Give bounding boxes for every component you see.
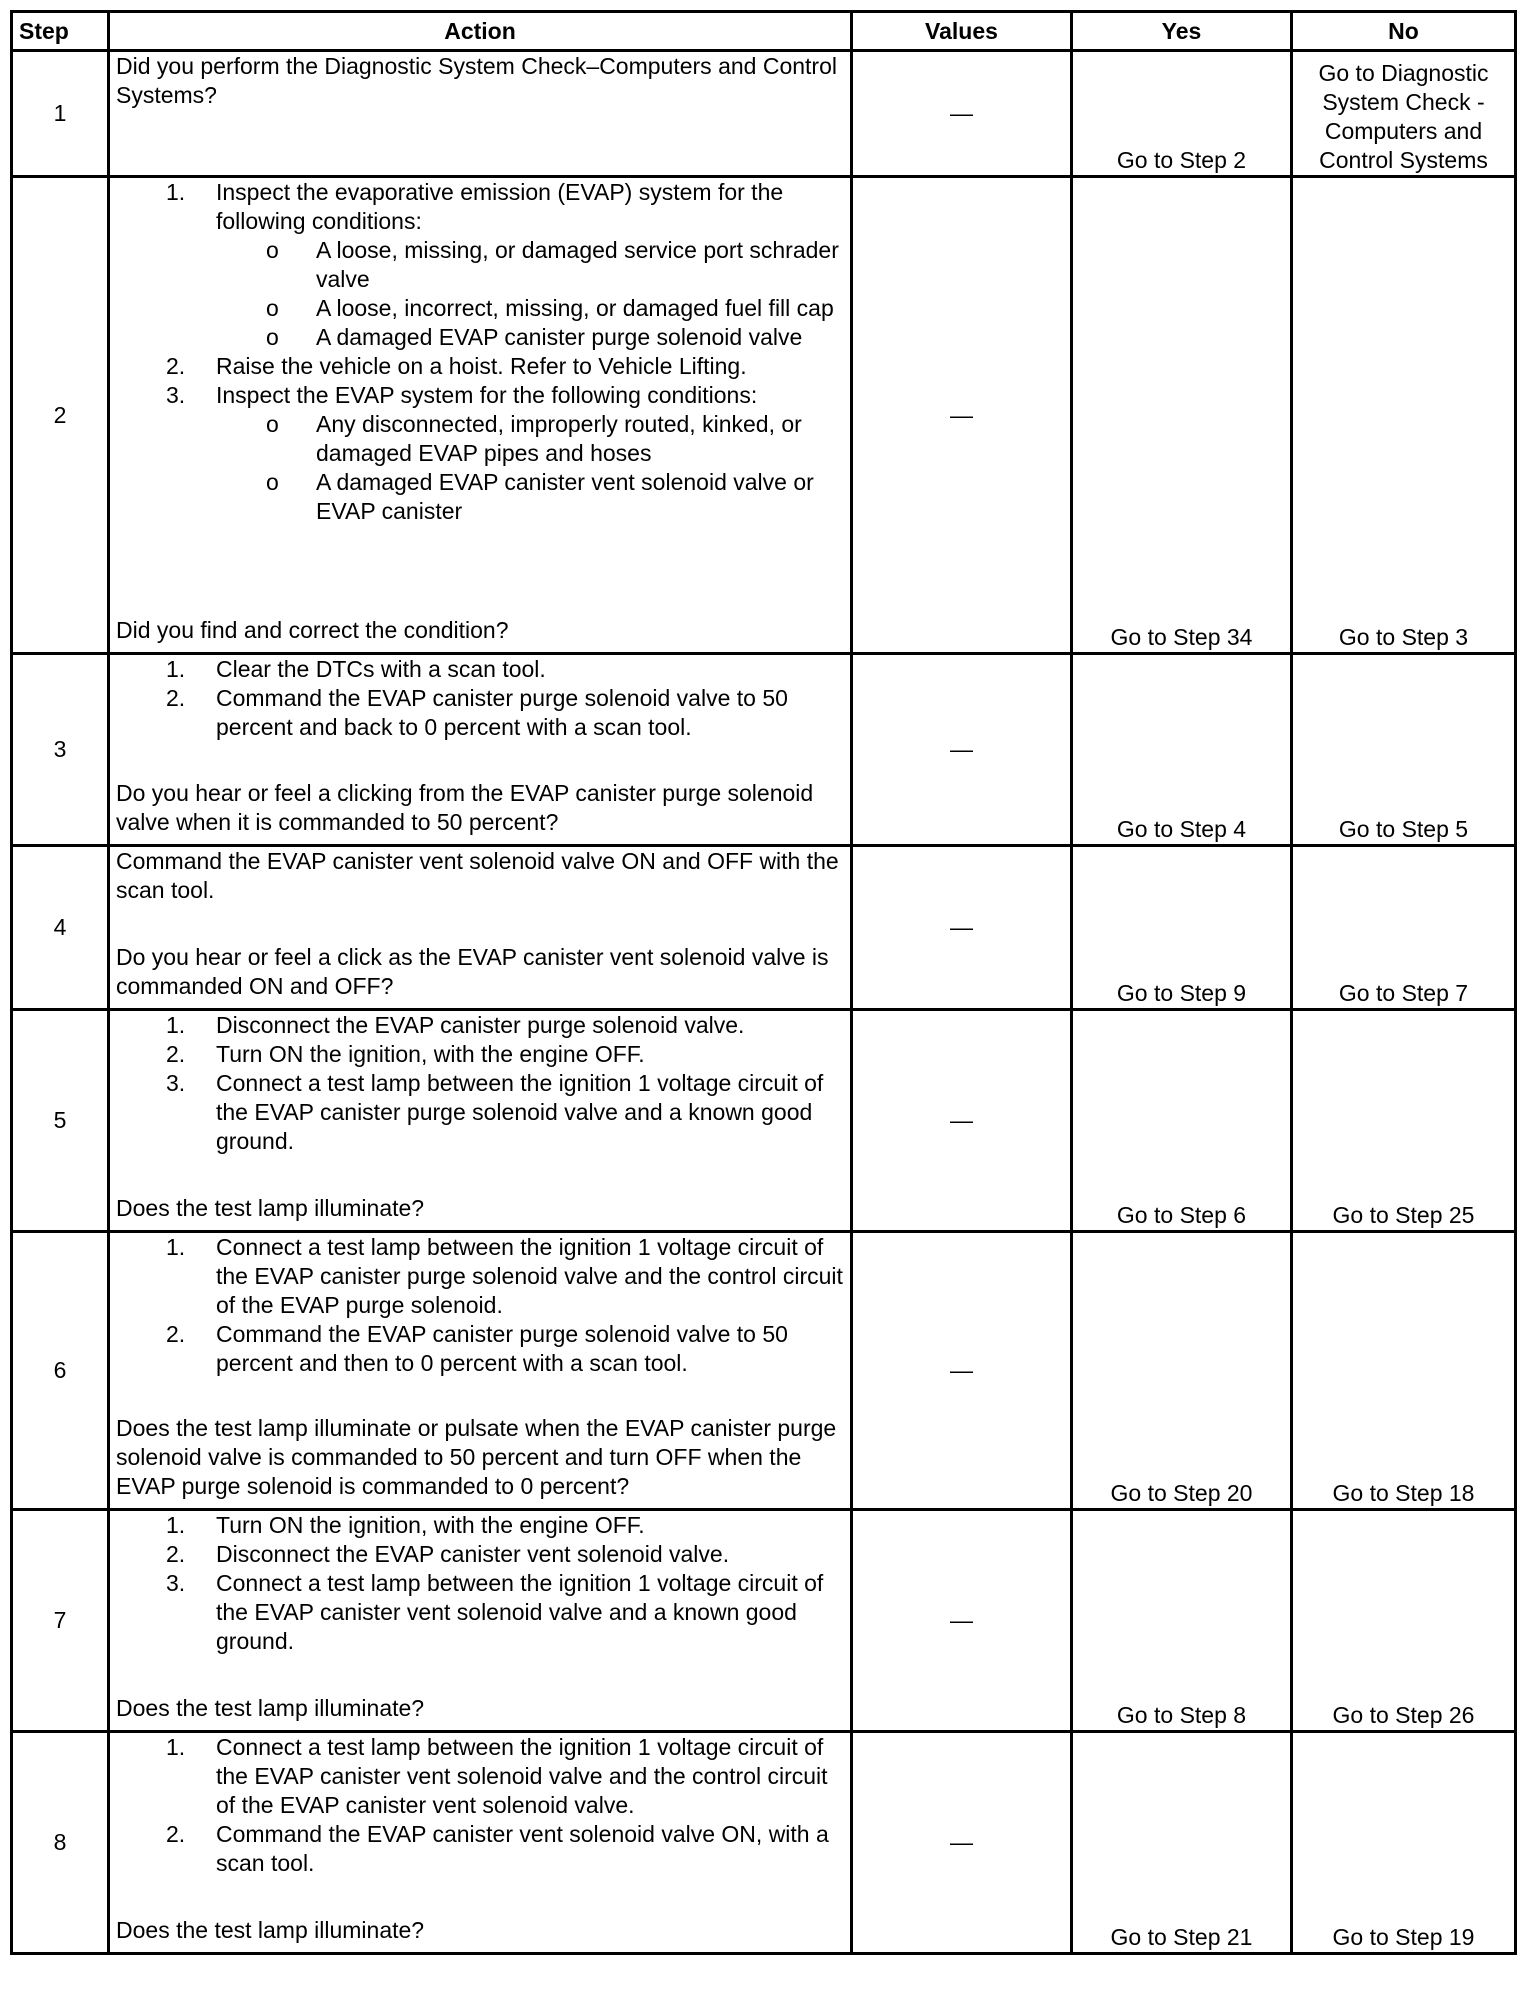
step-text: Inspect the evaporative emission (EVAP) system for the following conditions: <box>216 179 784 234</box>
step-text: Raise the vehicle on a hoist. Refer to Vehicle Lifting. <box>216 353 747 379</box>
step-text: Connect a test lamp between the ignition 1 voltage circuit of the EVAP canister vent solenoid valve and the control circuit of the EVAP canister vent solenoid valve. <box>216 1734 828 1818</box>
action-step <box>116 352 844 381</box>
action-step <box>116 1011 844 1040</box>
table-row <box>12 1232 1516 1510</box>
no-cell: Go to Diagnostic System Check - Computers and Control Systems <box>1292 51 1516 177</box>
sub-item <box>216 323 844 352</box>
step-num: 1. <box>166 656 186 682</box>
bullet-icon: o <box>266 295 279 321</box>
table-row <box>12 177 1516 654</box>
action-question: Do you hear or feel a click as the EVAP canister vent solenoid valve is commanded ON and OFF? <box>116 944 829 999</box>
step-num: 1. <box>166 179 186 205</box>
bullet-icon: o <box>266 324 279 350</box>
table-row <box>12 1732 1516 1954</box>
header-no: No <box>1292 12 1516 51</box>
step-number: 3 <box>12 654 109 846</box>
action-cell <box>109 654 852 846</box>
step-num: 1. <box>166 1234 186 1260</box>
action-step <box>116 1540 844 1569</box>
sub-item <box>216 236 844 294</box>
header-row <box>12 12 1516 51</box>
action-step <box>116 1069 844 1156</box>
step-num: 3. <box>166 1570 186 1596</box>
bullet-icon: o <box>266 237 279 263</box>
action-step <box>116 1320 844 1378</box>
yes-cell: Go to Step 2 <box>1072 51 1292 177</box>
values-cell: — <box>852 846 1072 1010</box>
action-question: Do you hear or feel a clicking from the EVAP canister purge solenoid valve when it is commanded to 50 percent? <box>116 780 814 835</box>
table-row <box>12 846 1516 1010</box>
header-yes: Yes <box>1072 12 1292 51</box>
action-step <box>116 1733 844 1820</box>
step-number: 1 <box>12 51 109 177</box>
values-cell: — <box>852 654 1072 846</box>
yes-cell: Go to Step 8 <box>1072 1510 1292 1732</box>
action-step <box>116 655 844 684</box>
action-content <box>116 847 844 1001</box>
no-cell: Go to Step 18 <box>1292 1232 1516 1510</box>
step-num: 2. <box>166 685 186 711</box>
step-num: 2. <box>166 353 186 379</box>
yes-cell: Go to Step 21 <box>1072 1732 1292 1954</box>
no-cell: Go to Step 19 <box>1292 1732 1516 1954</box>
values-cell: — <box>852 1510 1072 1732</box>
action-question: Does the test lamp illuminate? <box>116 1695 425 1721</box>
action-content <box>116 1733 844 1945</box>
action-steps <box>116 655 844 742</box>
step-num: 1. <box>166 1512 186 1538</box>
step-number: 7 <box>12 1510 109 1732</box>
action-question: Does the test lamp illuminate? <box>116 1195 425 1221</box>
step-text: Connect a test lamp between the ignition 1 voltage circuit of the EVAP canister purge solenoid valve and the control circuit of the EVAP purge solenoid. <box>216 1234 843 1318</box>
action-step <box>116 178 844 352</box>
header-action: Action <box>109 12 852 51</box>
step-num: 1. <box>166 1734 186 1760</box>
action-step <box>116 381 844 526</box>
action-cell <box>109 1732 852 1954</box>
action-step <box>116 1233 844 1320</box>
step-num: 2. <box>166 1541 186 1567</box>
step-text: Turn ON the ignition, with the engine OFF. <box>216 1512 645 1538</box>
values-cell: — <box>852 1732 1072 1954</box>
step-num: 2. <box>166 1821 186 1847</box>
step-number: 6 <box>12 1232 109 1510</box>
action-steps <box>116 1233 844 1378</box>
step-text: Connect a test lamp between the ignition 1 voltage circuit of the EVAP canister purge solenoid valve and a known good ground. <box>216 1070 824 1154</box>
action-steps <box>116 1011 844 1156</box>
table-row <box>12 1510 1516 1732</box>
step-text: Connect a test lamp between the ignition 1 voltage circuit of the EVAP canister vent solenoid valve and a known good ground. <box>216 1570 824 1654</box>
sub-item-text: Any disconnected, improperly routed, kinked, or damaged EVAP pipes and hoses <box>316 411 802 466</box>
yes-cell: Go to Step 34 <box>1072 177 1292 654</box>
yes-cell: Go to Step 20 <box>1072 1232 1292 1510</box>
action-step <box>116 1569 844 1656</box>
sub-item <box>216 294 844 323</box>
step-text: Command the EVAP canister purge solenoid valve to 50 percent and back to 0 percent with a scan tool. <box>216 685 788 740</box>
values-cell: — <box>852 1010 1072 1232</box>
step-text: Disconnect the EVAP canister vent solenoid valve. <box>216 1541 730 1567</box>
action-content <box>116 1233 844 1501</box>
sub-item-text: A damaged EVAP canister vent solenoid valve or EVAP canister <box>316 469 814 524</box>
action-content <box>116 178 844 645</box>
action-step <box>116 684 844 742</box>
step-num: 2. <box>166 1041 186 1067</box>
bullet-icon: o <box>266 411 279 437</box>
action-question: Does the test lamp illuminate? <box>116 1917 425 1943</box>
header-values: Values <box>852 12 1072 51</box>
no-cell: Go to Step 7 <box>1292 846 1516 1010</box>
action-content <box>116 52 844 168</box>
step-number: 5 <box>12 1010 109 1232</box>
action-cell <box>109 51 852 177</box>
action-steps <box>116 1511 844 1656</box>
table-row <box>12 654 1516 846</box>
sub-item-text: A damaged EVAP canister purge solenoid valve <box>316 324 803 350</box>
step-text: Clear the DTCs with a scan tool. <box>216 656 546 682</box>
step-number: 8 <box>12 1732 109 1954</box>
no-cell: Go to Step 25 <box>1292 1010 1516 1232</box>
step-subitems <box>216 410 844 526</box>
values-cell: — <box>852 177 1072 654</box>
table-row <box>12 1010 1516 1232</box>
step-text: Inspect the EVAP system for the following conditions: <box>216 382 758 408</box>
values-cell: — <box>852 1232 1072 1510</box>
diagnostic-table <box>10 10 1517 1955</box>
action-question: Did you find and correct the condition? <box>116 617 509 643</box>
sub-item-text: A loose, missing, or damaged service port schrader valve <box>316 237 839 292</box>
no-cell: Go to Step 26 <box>1292 1510 1516 1732</box>
action-content <box>116 1511 844 1723</box>
action-step <box>116 1820 844 1878</box>
header-step: Step <box>12 12 109 51</box>
step-number: 2 <box>12 177 109 654</box>
step-num: 3. <box>166 1070 186 1096</box>
step-text: Command the EVAP canister vent solenoid valve ON, with a scan tool. <box>216 1821 829 1876</box>
step-subitems <box>216 236 844 352</box>
values-cell: — <box>852 51 1072 177</box>
action-cell <box>109 177 852 654</box>
step-num: 1. <box>166 1012 186 1038</box>
sub-item <box>216 410 844 468</box>
step-number: 4 <box>12 846 109 1010</box>
action-steps <box>116 178 844 526</box>
yes-cell: Go to Step 4 <box>1072 654 1292 846</box>
no-cell: Go to Step 3 <box>1292 177 1516 654</box>
no-cell: Go to Step 5 <box>1292 654 1516 846</box>
action-cell <box>109 1510 852 1732</box>
action-step <box>116 1040 844 1069</box>
yes-cell: Go to Step 6 <box>1072 1010 1292 1232</box>
bullet-icon: o <box>266 469 279 495</box>
table-row <box>12 51 1516 177</box>
action-content <box>116 1011 844 1223</box>
action-cell <box>109 846 852 1010</box>
step-num: 2. <box>166 1321 186 1347</box>
action-cell <box>109 1232 852 1510</box>
action-steps <box>116 1733 844 1878</box>
yes-cell: Go to Step 9 <box>1072 846 1292 1010</box>
action-step <box>116 1511 844 1540</box>
sub-item-text: A loose, incorrect, missing, or damaged fuel fill cap <box>316 295 834 321</box>
action-cell <box>109 1010 852 1232</box>
action-intro: Did you perform the Diagnostic System Check–Computers and Control Systems? <box>116 53 837 108</box>
action-question: Does the test lamp illuminate or pulsate when the EVAP canister purge solenoid valve is commanded to 50 percent and turn OFF when the EVAP purge solenoid is commanded to 0 percent? <box>116 1415 837 1499</box>
action-intro: Command the EVAP canister vent solenoid valve ON and OFF with the scan tool. <box>116 848 839 903</box>
step-text: Disconnect the EVAP canister purge solenoid valve. <box>216 1012 745 1038</box>
sub-item <box>216 468 844 526</box>
step-num: 3. <box>166 382 186 408</box>
action-content <box>116 655 844 837</box>
step-text: Turn ON the ignition, with the engine OFF. <box>216 1041 645 1067</box>
step-text: Command the EVAP canister purge solenoid valve to 50 percent and then to 0 percent with a scan tool. <box>216 1321 788 1376</box>
table-body <box>12 51 1516 1954</box>
